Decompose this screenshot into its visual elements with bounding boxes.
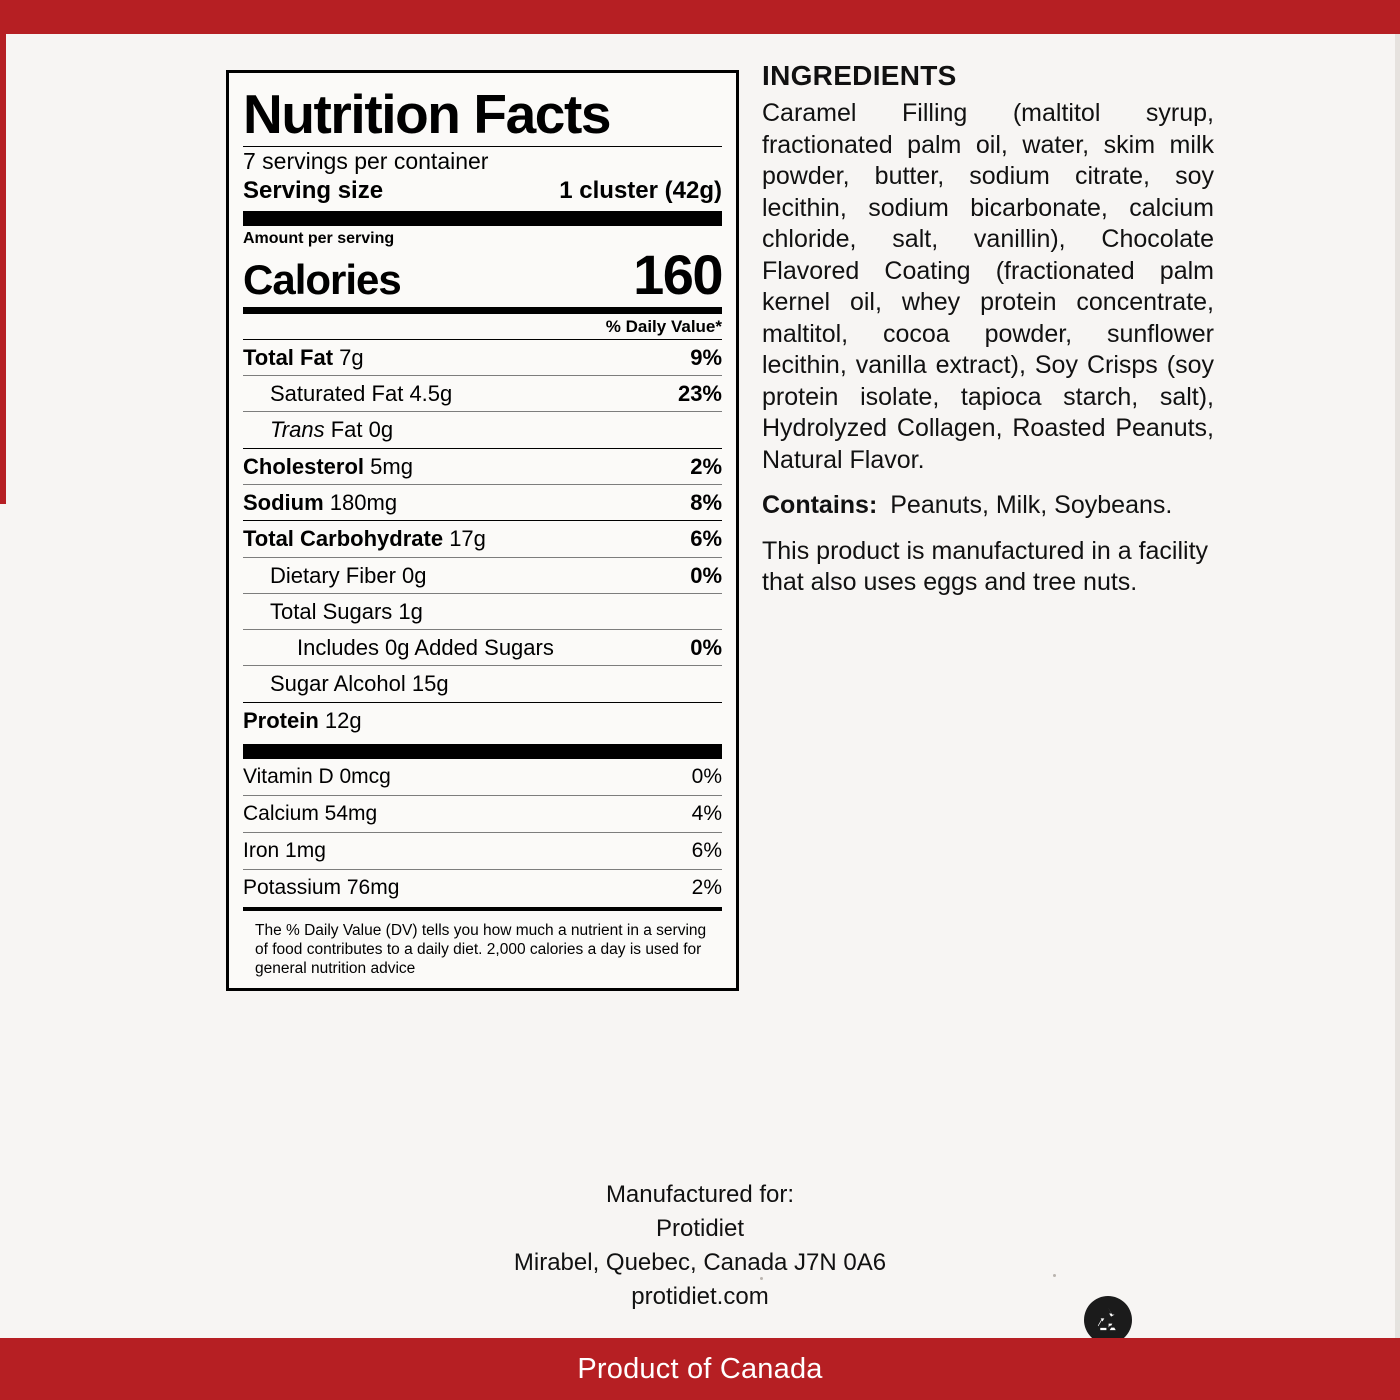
nutrient-label: Total Sugars [270,598,393,624]
contains-label: Contains: [762,491,878,519]
manufacturer-website: protidiet.com [631,1283,769,1311]
top-red-band [0,0,1400,34]
nutrient-amount: Fat 0g [330,417,394,443]
divider-thick [243,744,722,759]
vitamin-dv: 6% [691,839,722,863]
nutrient-label: Sodium [243,489,324,515]
calories-value: 160 [633,242,722,306]
vitamin-label: Iron 1mg [243,839,326,863]
table-row [243,870,722,906]
nutrient-amount: 5mg [370,453,413,479]
manufacturer-address: Mirabel, Quebec, Canada J7N 0A6 [513,1249,887,1277]
ingredients-heading: INGREDIENTS [762,60,957,91]
manufactured-for-label: Manufactured for: [605,1181,795,1208]
nutrient-dv: 8% [690,489,722,515]
left-red-edge [0,34,6,504]
ingredients-section [762,60,1214,613]
table-row [243,594,722,629]
nutrient-amount: 15g [411,671,449,697]
product-of-canada-label: Product of Canada [577,1352,823,1385]
right-panel-edge [1395,34,1400,1338]
divider-thick [243,211,722,226]
contains-statement [762,490,1214,522]
contains-value: Peanuts, Milk, Soybeans. [890,491,1173,519]
table-row [243,703,722,738]
paper-speck [1053,1274,1056,1277]
vitamin-label: Calcium 54mg [243,802,378,826]
table-row [243,485,722,520]
nutrient-amount: 12g [324,707,362,733]
calories-row [243,242,722,307]
nutrient-label: Saturated Fat [270,381,404,407]
nutrient-dv: 23% [677,381,722,407]
vitamin-label: Vitamin D 0mcg [243,765,391,789]
nutrient-label: Trans [270,417,325,443]
manufacturer-name: Protidiet [655,1215,745,1243]
servings-per-container: 7 servings per container [243,148,489,174]
ingredients-body: Caramel Filling (maltitol syrup, fractionated palm oil, water, skim milk powder, butter, sodium citrate, soy lecithin, sodium bicarbonate, calcium chloride, salt, vanillin), Chocolate Flavored Coating (fractionated palm kernel oil, whey protein concentrate, maltitol, cocoa powder, sunflower lecithin, vanilla extract), Soy Crisps (soy protein isolate, tapioca starch, salt), Hydrolyzed Collagen, Roasted Peanuts, Natural Flavor. [762,99,1214,474]
nutrient-label: Cholesterol [243,453,365,479]
nutrient-amount: 4.5g [409,381,453,407]
daily-value-header: % Daily Value* [605,316,722,336]
nutrient-rows [243,339,722,738]
serving-size-row [243,177,722,205]
nutrient-label: Includes 0g Added Sugars [297,635,554,661]
nutrient-dv: 0% [690,635,722,661]
table-row [243,666,722,701]
table-row [243,558,722,593]
nutrient-dv: 6% [690,526,722,552]
vitamin-dv: 2% [691,876,722,900]
nutrient-label: Dietary Fiber [270,562,396,588]
table-row [243,449,722,484]
vitamin-rows [243,759,722,907]
nutrient-amount: 0g [402,562,427,588]
bottom-red-band [0,1338,1400,1400]
table-row [243,521,722,556]
nutrient-label: Sugar Alcohol [270,671,406,697]
daily-value-footnote: The % Daily Value (DV) tells you how much a nutrient in a serving of food contributes to a daily diet. 2,000 calories a day is used for general nutrition advice [255,921,707,978]
divider-medium [243,307,722,314]
nutrient-dv: 0% [690,562,722,588]
nutrition-facts-panel [226,70,739,991]
table-row [243,376,722,411]
amount-per-serving-label: Amount per serving [243,229,395,247]
nutrient-label: Protein [243,707,319,733]
serving-size-label: Serving size [243,176,384,204]
table-row [243,833,722,869]
recycle-icon [1084,1296,1132,1344]
nutrient-amount: 7g [339,344,364,370]
facility-note: This product is manufactured in a facility that also uses eggs and tree nuts. [762,536,1209,596]
table-row [243,412,722,447]
serving-size-value: 1 cluster (42g) [559,176,722,204]
table-row [243,340,722,375]
table-row [243,796,722,832]
paper-speck [760,1277,763,1280]
nutrition-facts-title: Nutrition Facts [243,83,611,145]
nutrient-dv: 2% [690,453,722,479]
vitamin-dv: 4% [691,802,722,826]
manufacturer-block [0,1178,1400,1314]
nutrient-amount: 1g [398,598,423,624]
vitamin-dv: 0% [691,765,722,789]
vitamin-label: Potassium 76mg [243,876,400,900]
calories-label: Calories [243,255,401,303]
table-row [243,759,722,795]
table-row [243,630,722,665]
nutrient-amount: 180mg [329,489,398,515]
nutrient-dv: 9% [690,344,722,370]
nutrient-label: Total Carbohydrate [243,526,444,552]
nutrient-label: Total Fat [243,344,334,370]
nutrient-amount: 17g [449,526,486,552]
